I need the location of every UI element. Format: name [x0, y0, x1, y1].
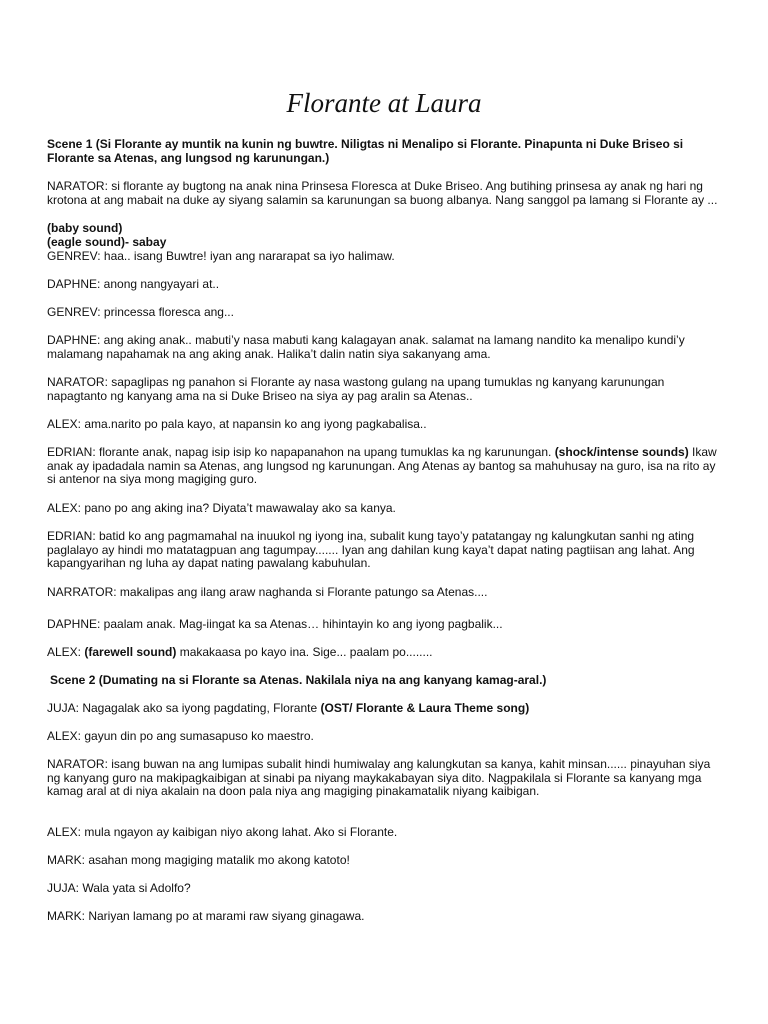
- sfx-farewell-sound: (farewell sound): [84, 645, 177, 659]
- paragraph-narator-2: NARATOR: sapaglipas ng panahon si Florante ay nasa wastong gulang na upang tumuklas ng kanyang karunungan napagtanto ng kanyang ama na si Duke Briseo na siya ay pag aralin sa Atenas..: [47, 375, 665, 403]
- paragraph-juja-2: JUJA: Wala yata si Adolfo?: [47, 881, 191, 895]
- sfx-ost-theme-song: (OST/ Florante & Laura Theme song): [320, 701, 530, 715]
- paragraph-genrev-1: GENREV: haa.. isang Buwtre! iyan ang nararapat sa iyo halimaw.: [47, 249, 395, 263]
- paragraph-daphne-1: DAPHNE: anong nangyayari at..: [47, 277, 220, 291]
- alex-line-3-text: makakaasa po kayo ina. Sige... paalam po........: [176, 645, 433, 659]
- edrian-line-1-text-cont: Ikaw anak ay ipadadala namin sa Atenas, ang lungsod ng karunungan. Ang Atenas ay bantog sa mahuhusay na guro, isa na rito ay si antenor na siya mong magiging guro.: [47, 445, 717, 487]
- paragraph-daphne-2: DAPHNE: ang aking anak.. mabuti’y nasa mabuti kang kalagayan anak. salamat na lamang nandito ka menalipo kundi’y malamang napahamak na ang aking anak. Halika’t dalin natin siya sakanyang ama.: [47, 333, 685, 361]
- sfx-shock-intense: (shock/intense sounds): [554, 445, 689, 459]
- paragraph-juja-1: [47, 702, 719, 716]
- paragraph-narator-4: NARATOR: isang buwan na ang lumipas subalit hindi humiwalay ang kalungkutan sa kanya, kahit minsan...... pinayuhan siya ng kanyang guro na makipagkaibigan at sinabi pa niyang maykakabayan siya dito. Nagpakilala si Florante sa kanyang mga kamag aral at di niya akalain na doon pala niya ang magiging pinakamatalik niyang kaibigan.: [47, 757, 711, 799]
- paragraph-mark-1: MARK: asahan mong magiging matalik mo akong katoto!: [47, 853, 350, 867]
- paragraph-daphne-3: DAPHNE: paalam anak. Mag-iingat ka sa Atenas… hihintayin ko ang iyong pagbalik...: [47, 617, 503, 631]
- scene-1-heading: Scene 1 (Si Florante ay muntik na kunin ng buwtre. Niligtas ni Menalipo si Florante. Pinapunta ni Duke Briseo si Florante sa Atenas, ang lungsod ng karunungan.): [47, 137, 684, 165]
- paragraph-alex-2: ALEX: pano po ang aking ina? Diyata’t mawawalay ako sa kanya.: [47, 501, 396, 515]
- sfx-eagle-sound: (eagle sound)- sabay: [47, 235, 167, 249]
- paragraph-genrev-2: GENREV: princessa floresca ang...: [47, 305, 234, 319]
- sfx-baby-sound: (baby sound): [47, 221, 123, 235]
- paragraph-alex-5: ALEX: mula ngayon ay kaibigan niyo akong lahat. Ako si Florante.: [47, 825, 398, 839]
- paragraph-edrian-2: EDRIAN: batid ko ang pagmamahal na inuukol ng iyong ina, subalit kung tayo’y patatangay ng kalungkutan sanhi ng ating paglalayo ay hindi mo matatagpuan ang tagumpay....... Iyan ang dahilan kung kaya’t dapat nating pagtiisan ang lahat. Ang kapangyarihan ng luha ay dapat nating pawalang kabuhulan.: [47, 529, 695, 571]
- paragraph-narrator-3: NARRATOR: makalipas ang ilang araw naghanda si Florante patungo sa Atenas....: [47, 585, 488, 599]
- document-title: Florante at Laura: [286, 88, 482, 118]
- scene-2-heading: Scene 2 (Dumating na si Florante sa Atenas. Nakilala niya na ang kanyang kamag-aral.): [50, 673, 547, 687]
- alex-line-3-speaker: ALEX:: [47, 645, 85, 659]
- paragraph-alex-3: [47, 646, 719, 660]
- paragraph-mark-2: MARK: Nariyan lamang po at marami raw siyang ginagawa.: [47, 909, 365, 923]
- paragraph-alex-4: ALEX: gayun din po ang sumasapuso ko maestro.: [47, 729, 314, 743]
- paragraph-edrian-1: [47, 446, 719, 487]
- paragraph-alex-1: ALEX: ama.narito po pala kayo, at napansin ko ang iyong pagkabalisa..: [47, 417, 427, 431]
- juja-line-1-text: JUJA: Nagagalak ako sa iyong pagdating, Florante: [47, 701, 321, 715]
- paragraph-narator-intro: NARATOR: si florante ay bugtong na anak nina Prinsesa Floresca at Duke Briseo. Ang butihing prinsesa ay anak ng hari ng krotona at ang mabait na duke ay siyang salamin sa karunungan sa buong albanya. Nang sanggol pa lamang si Florante ay ...: [47, 179, 718, 207]
- edrian-line-1-text: EDRIAN: florante anak, napag isip isip ko napapanahon na upang tumuklas ka ng karunungan.: [47, 445, 555, 459]
